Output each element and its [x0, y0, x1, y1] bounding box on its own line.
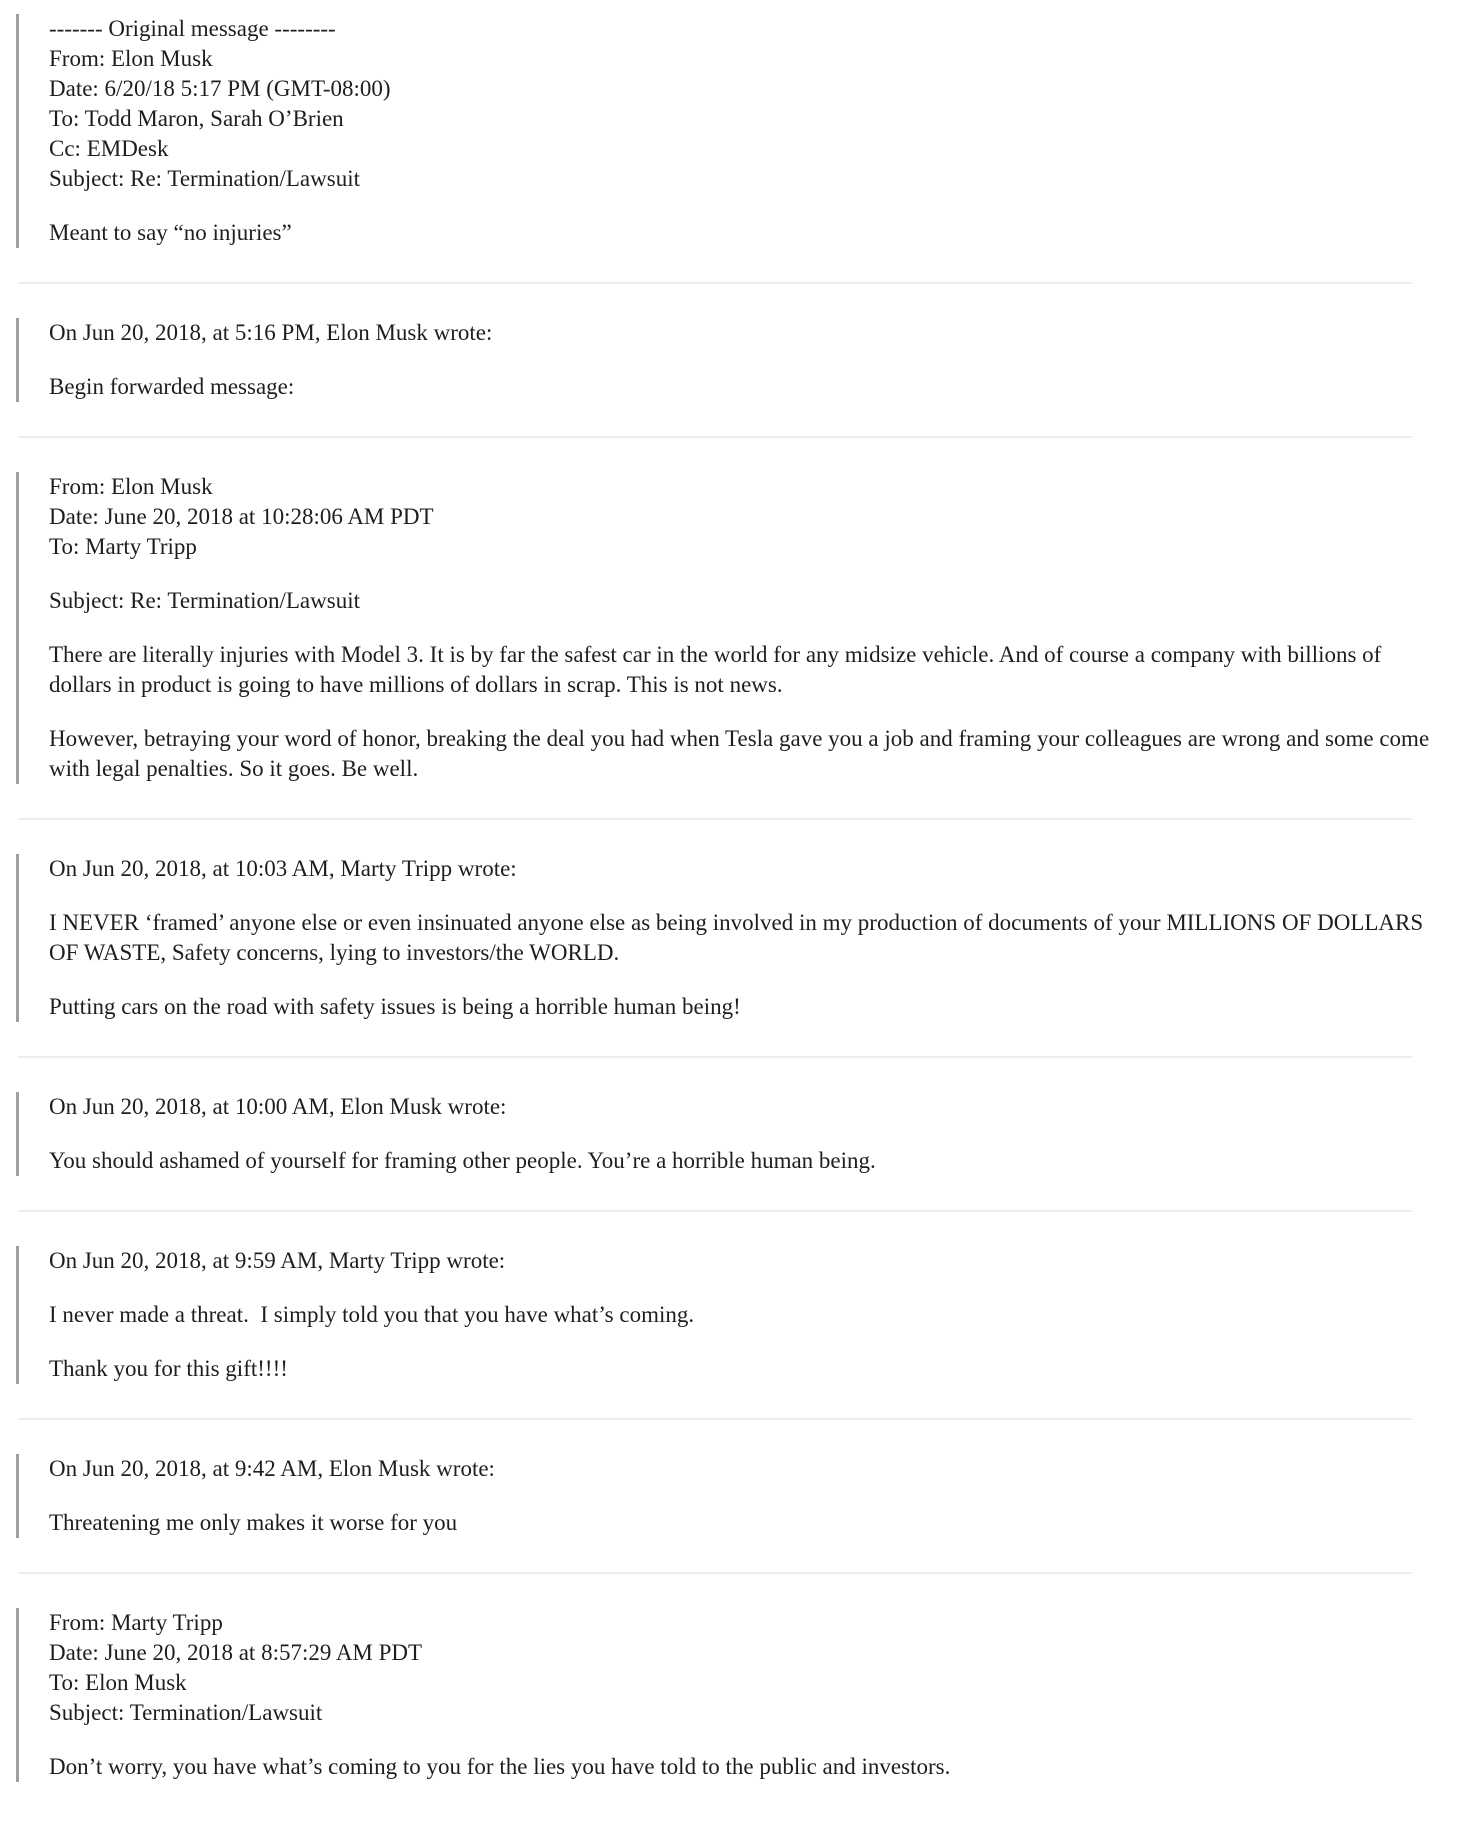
message-paragraph: Thank you for this gift!!!!: [49, 1356, 288, 1381]
musk-942am-quote-block: [16, 1454, 1448, 1538]
musk-1000am-quote-block: [16, 1092, 1448, 1176]
message-original-header-block: [16, 14, 1448, 248]
message-paragraph: Begin forwarded message:: [49, 374, 295, 399]
tripp-959am-quote-block: [16, 1246, 1448, 1384]
message-divider: [18, 1056, 1412, 1058]
message-paragraph: Putting cars on the road with safety issues is being a horrible human being!: [49, 994, 741, 1019]
subject-line: Subject: Re: Termination/Lawsuit: [49, 588, 360, 613]
date-line: Date: June 20, 2018 at 8:57:29 AM PDT: [49, 1640, 423, 1665]
musk-forwarded-message-block: [16, 472, 1448, 784]
message-divider: [18, 1418, 1412, 1420]
message-paragraph: Don’t worry, you have what’s coming to you for the lies you have told to the public and investors.: [49, 1754, 951, 1779]
tripp-1003am-quote-block: [16, 854, 1448, 1022]
date-line: Date: 6/20/18 5:17 PM (GMT-08:00): [49, 76, 391, 101]
message-divider: [18, 436, 1412, 438]
to-line: To: Marty Tripp: [49, 534, 197, 559]
from-line: From: Elon Musk: [49, 46, 213, 71]
attribution-line: On Jun 20, 2018, at 5:16 PM, Elon Musk wrote:: [49, 320, 493, 345]
to-line: To: Todd Maron, Sarah O’Brien: [49, 106, 344, 131]
attribution-line: On Jun 20, 2018, at 10:00 AM, Elon Musk wrote:: [49, 1094, 507, 1119]
subject-line: Subject: Termination/Lawsuit: [49, 1700, 323, 1725]
to-line: To: Elon Musk: [49, 1670, 187, 1695]
message-paragraph: Threatening me only makes it worse for you: [49, 1510, 458, 1535]
tripp-857am-message-block: [16, 1608, 1448, 1782]
from-line: From: Marty Tripp: [49, 1610, 223, 1635]
attribution-line: On Jun 20, 2018, at 9:42 AM, Elon Musk wrote:: [49, 1456, 495, 1481]
date-line: Date: June 20, 2018 at 10:28:06 AM PDT: [49, 504, 434, 529]
from-line: From: Elon Musk: [49, 474, 213, 499]
message-paragraph: I never made a threat. I simply told you that you have what’s coming.: [49, 1302, 695, 1327]
message-paragraph: There are literally injuries with Model 3. It is by far the safest car in the world for any midsize vehicle. And of course a company with billions of dollars in product is going to have millions of dollars in scrap. This is not news.: [49, 642, 1388, 697]
attribution-line: On Jun 20, 2018, at 10:03 AM, Marty Tripp wrote:: [49, 856, 517, 881]
original-message-separator-line: ------- Original message --------: [49, 16, 336, 41]
message-paragraph: You should ashamed of yourself for framing other people. You’re a horrible human being.: [49, 1148, 876, 1173]
message-paragraph: However, betraying your word of honor, breaking the deal you had when Tesla gave you a job and framing your colleagues are wrong and some come with legal penalties. So it goes. Be well.: [49, 726, 1435, 781]
message-divider: [18, 282, 1412, 284]
message-divider: [18, 1210, 1412, 1212]
message-divider: [18, 1572, 1412, 1574]
message-paragraph: Meant to say “no injuries”: [49, 220, 292, 245]
musk-516pm-quote-block: [16, 318, 1448, 402]
message-divider: [18, 818, 1412, 820]
attribution-line: On Jun 20, 2018, at 9:59 AM, Marty Tripp wrote:: [49, 1248, 506, 1273]
cc-line: Cc: EMDesk: [49, 136, 169, 161]
subject-line: Subject: Re: Termination/Lawsuit: [49, 166, 360, 191]
message-paragraph: I NEVER ‘framed’ anyone else or even insinuated anyone else as being involved in my production of documents of your MILLIONS OF DOLLARS OF WASTE, Safety concerns, lying to investors/the WORLD.: [49, 910, 1429, 965]
